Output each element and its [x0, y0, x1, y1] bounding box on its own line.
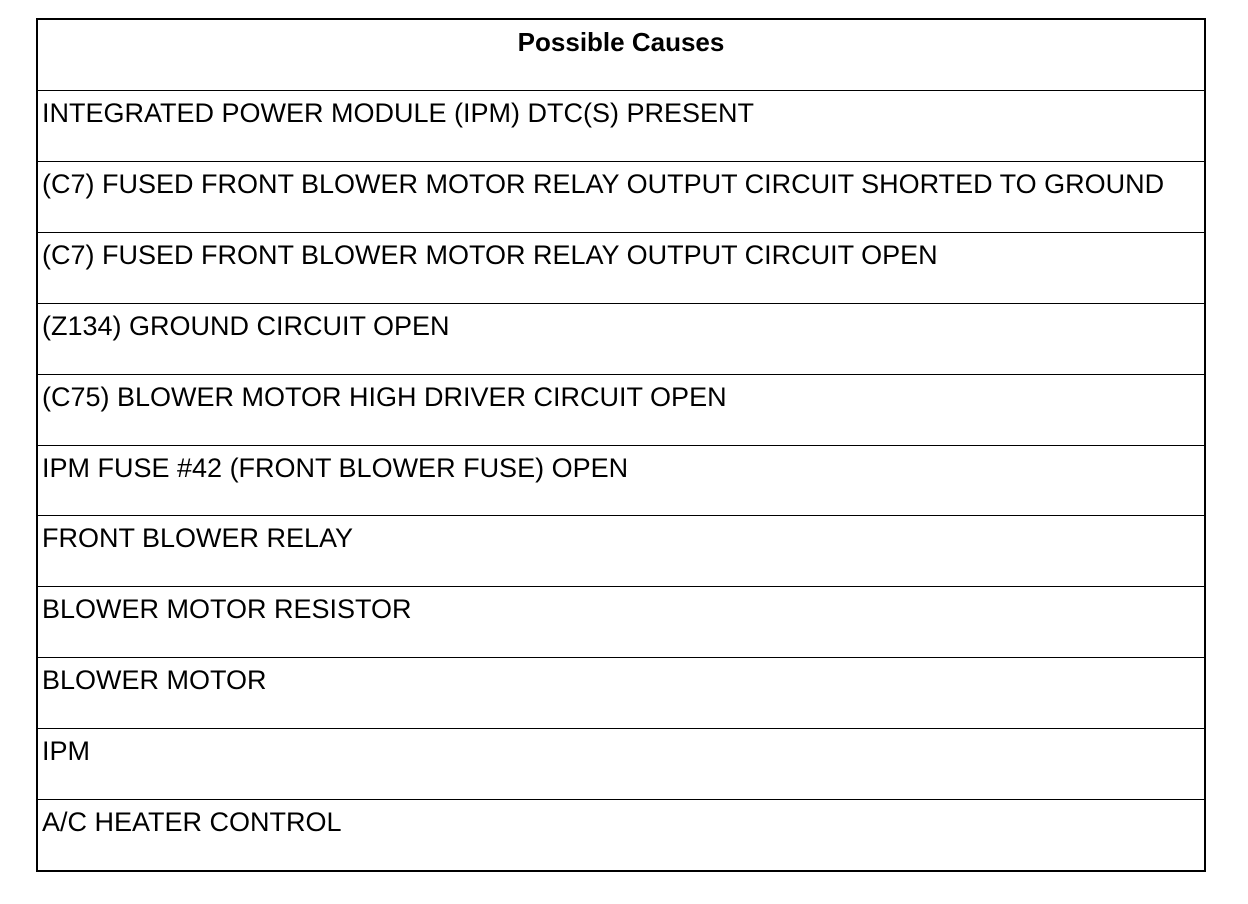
- table-row-blower-motor-resistor: BLOWER MOTOR RESISTOR: [38, 587, 1204, 658]
- table-row-z134-ground-open: (Z134) GROUND CIRCUIT OPEN: [38, 304, 1204, 375]
- table-row-front-blower-relay: FRONT BLOWER RELAY: [38, 516, 1204, 587]
- table-row-c75-high-driver-open: (C75) BLOWER MOTOR HIGH DRIVER CIRCUIT OPEN: [38, 375, 1204, 446]
- table-row-ac-heater-control: A/C HEATER CONTROL: [42, 807, 342, 838]
- table-row-blower-motor: BLOWER MOTOR: [38, 658, 1204, 729]
- table-row-ipm-fuse-42-open: IPM FUSE #42 (FRONT BLOWER FUSE) OPEN: [38, 446, 1204, 517]
- possible-causes-table: [36, 18, 1206, 872]
- table-header: Possible Causes: [38, 20, 1204, 91]
- table-row-ipm: IPM: [38, 729, 1204, 800]
- table-row-ipm-dtc-present: INTEGRATED POWER MODULE (IPM) DTC(S) PRESENT: [38, 91, 1204, 162]
- table-row-c7-circuit-open: (C7) FUSED FRONT BLOWER MOTOR RELAY OUTPUT CIRCUIT OPEN: [38, 233, 1204, 304]
- table-row-c7-shorted-to-ground: (C7) FUSED FRONT BLOWER MOTOR RELAY OUTPUT CIRCUIT SHORTED TO GROUND: [38, 162, 1204, 233]
